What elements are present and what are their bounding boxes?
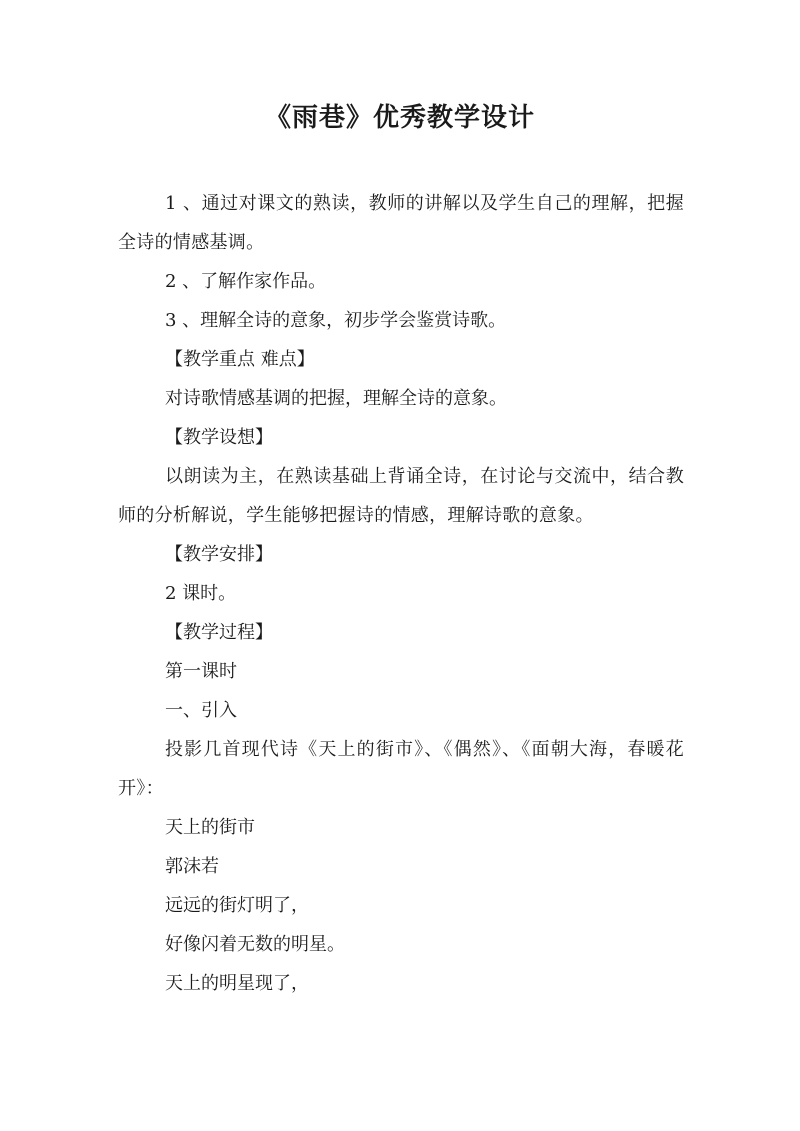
objective-3: 3 、理解全诗的意象，初步学会鉴赏诗歌。 (165, 310, 507, 331)
section-heading-key-points: 【教学重点 难点】 (165, 349, 315, 370)
teaching-concept-text: 以朗读为主，在熟读基础上背诵全诗，在讨论与交流中，结合教师的分析解说，学生能够把握诗的情感，理解诗歌的意象。 (118, 466, 684, 526)
section-heading-process: 【教学过程】 (165, 622, 273, 643)
lesson-one-heading: 第一课时 (165, 661, 237, 682)
objective-1: 1 、通过对课文的熟读，教师的讲解以及学生自己的理解，把握全诗的情感基调。 (118, 193, 684, 253)
document-body (118, 184, 684, 1003)
poem-author: 郭沫若 (165, 856, 219, 877)
intro-heading: 一、引入 (165, 700, 237, 721)
document-title: 《雨巷》优秀教学设计 (264, 103, 535, 133)
poem-line: 好像闪着无数的明星。 (165, 934, 345, 955)
key-points-text: 对诗歌情感基调的把握，理解全诗的意象。 (165, 388, 507, 409)
schedule-text: 2 课时。 (165, 583, 237, 604)
section-heading-schedule: 【教学安排】 (165, 544, 273, 565)
intro-text: 投影几首现代诗《天上的街市》、《偶然》、《面朝大海，春暖花开》： (118, 739, 684, 799)
poem-title: 天上的街市 (165, 817, 255, 838)
poem-line: 天上的明星现了， (165, 973, 309, 994)
poem-line: 远远的街灯明了， (165, 895, 309, 916)
objective-2: 2 、了解作家作品。 (165, 271, 327, 292)
section-heading-teaching-concept: 【教学设想】 (165, 427, 273, 448)
